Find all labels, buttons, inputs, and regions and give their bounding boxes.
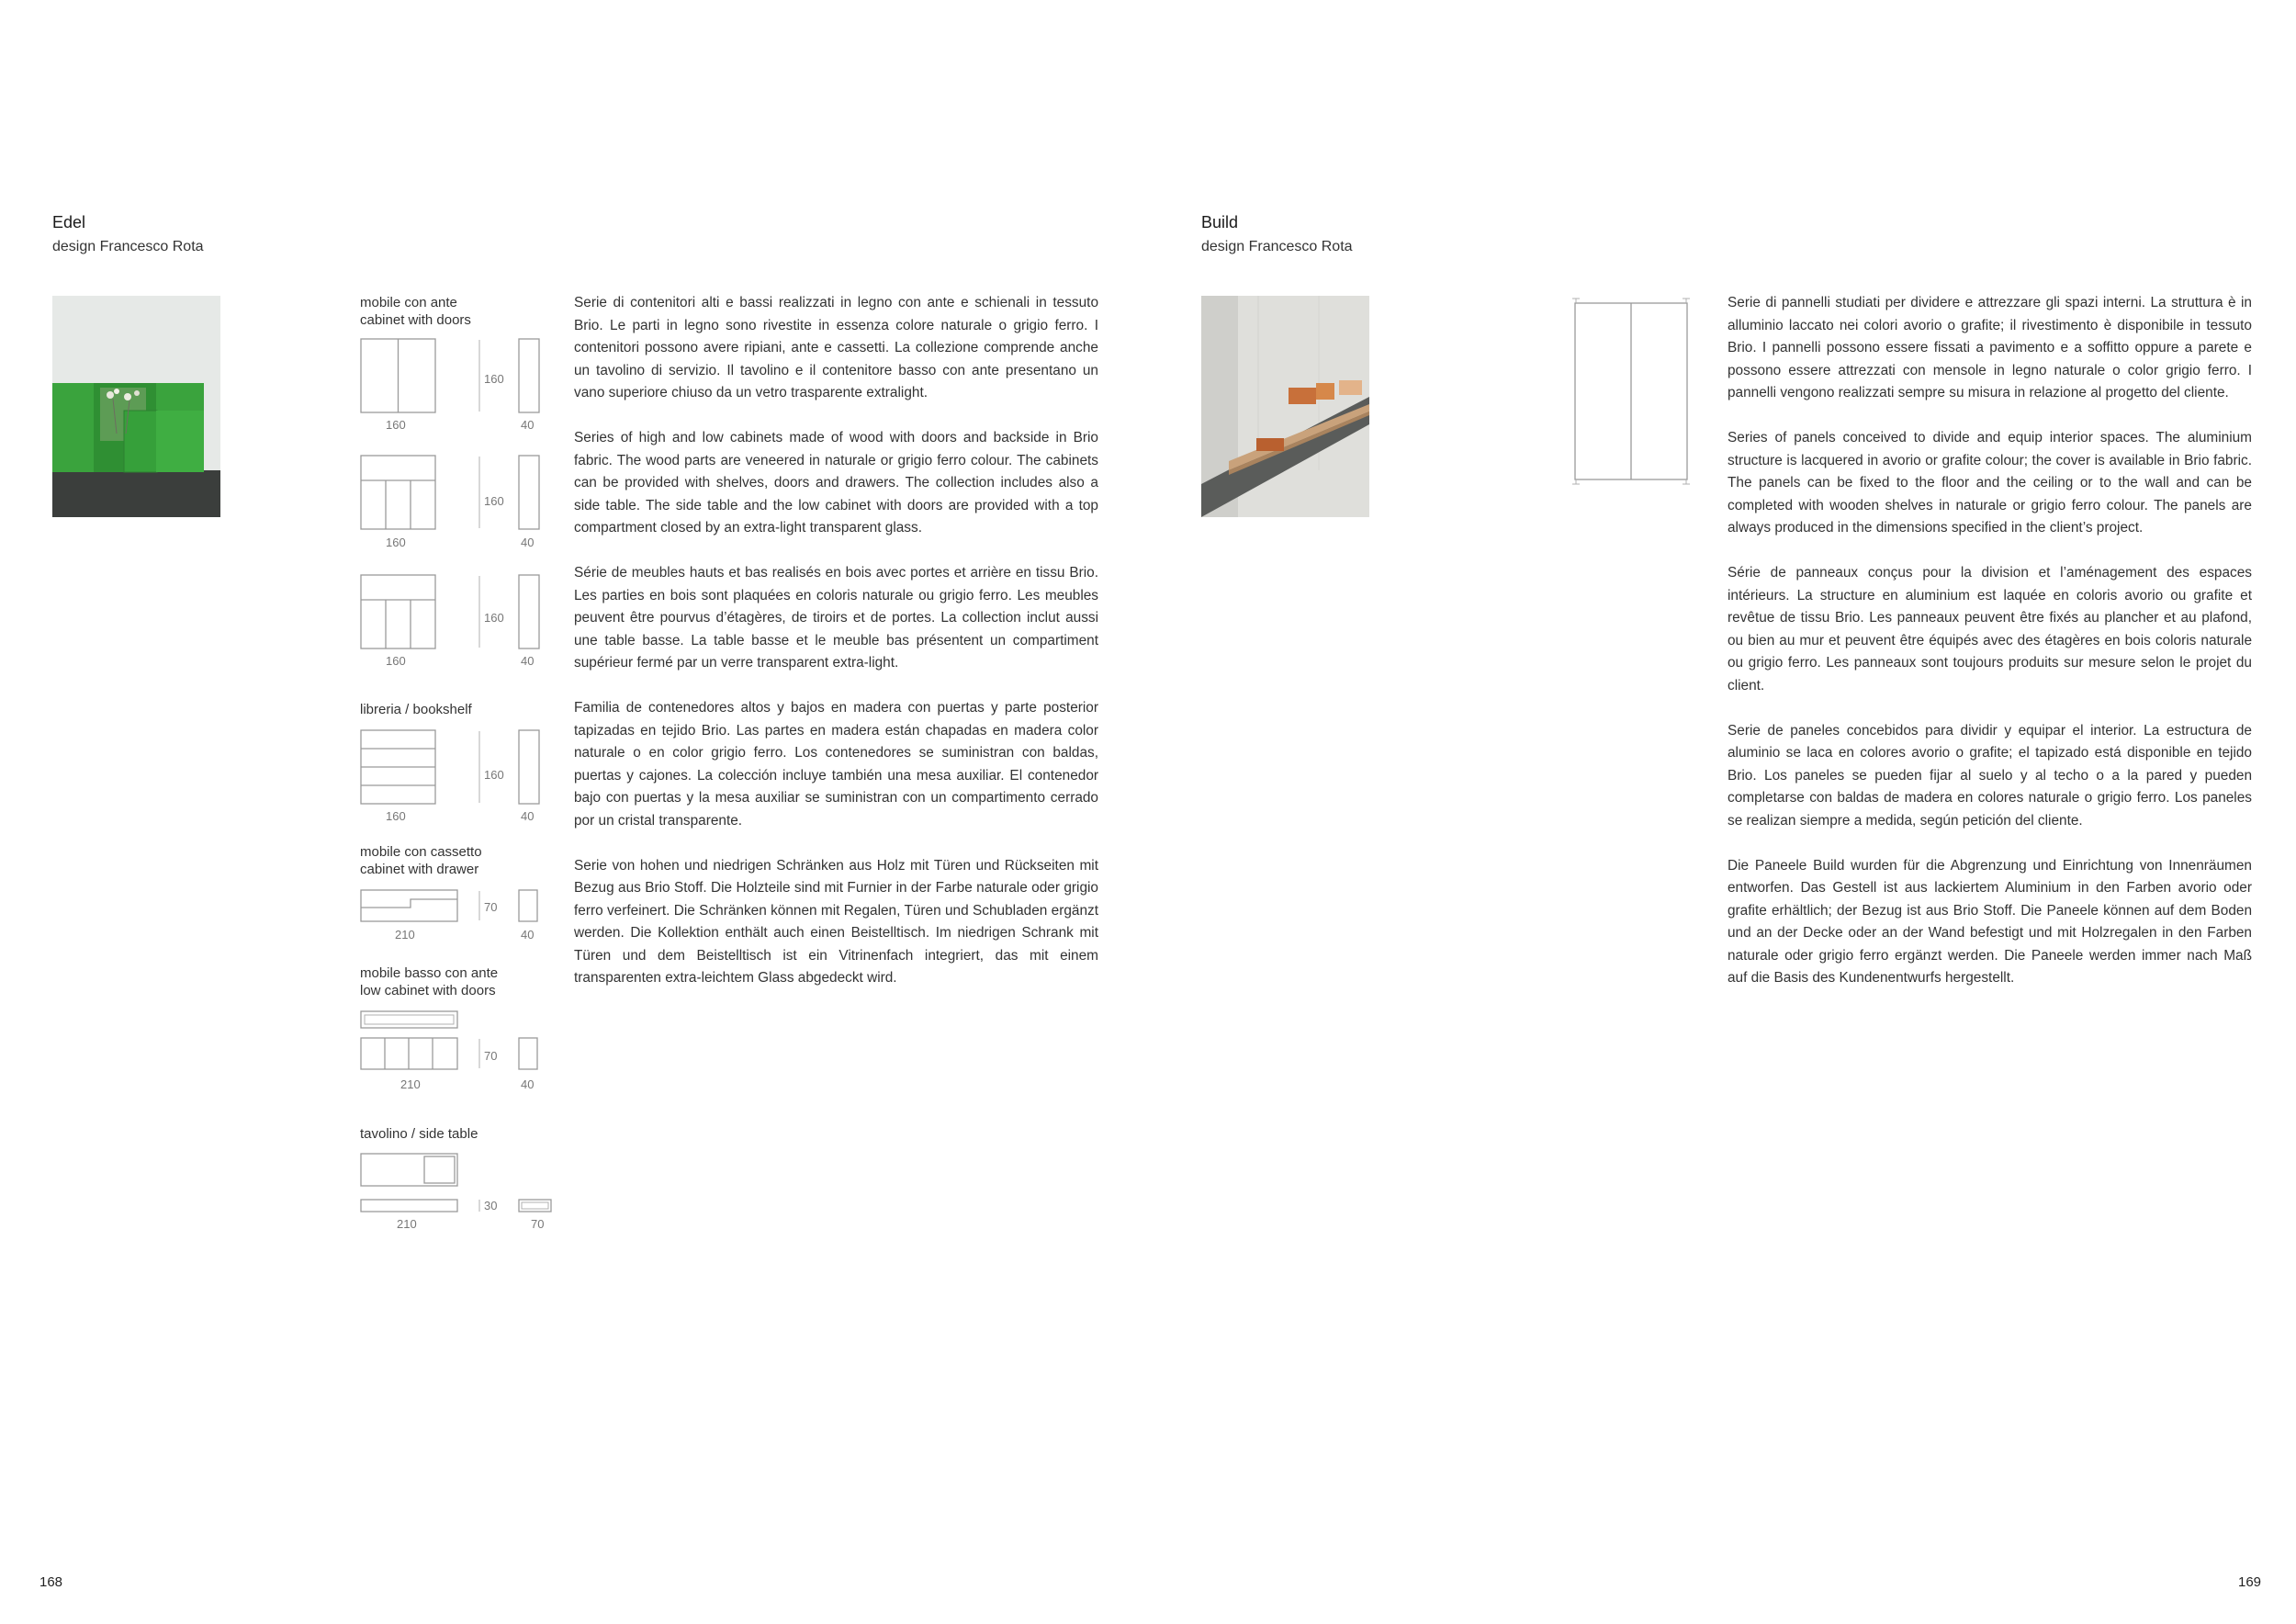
right-page-designer: design Francesco Rota	[1201, 239, 1353, 254]
drawing-cabinet-doors-b	[360, 455, 544, 539]
dim-depth: 40	[521, 418, 535, 432]
dim-width: 210	[395, 928, 415, 942]
description-paragraph-de: Serie von hohen und niedrigen Schränken aus Holz mit Türen und Rückseiten mit Bezug aus Brio Stoff. Die Holzteile sind mit Furnier in der Farbe naturale oder grigio ferro verfeinert. Die Schränken können mit Regalen, Türen und Schubladen ergänzt werden. Die Kollektion enthält auch einen Beistelltisch. Im niedrigen Schrank mit Türen und dem Beistelltisch ist ein Vitrinenfach integriert, das mit einem transparenten extra-leichtem Glass abgedeckt wird.	[574, 857, 1098, 986]
page-number-right: 169	[2238, 1574, 2262, 1590]
left-page-title: Edel	[52, 213, 86, 231]
dim-width: 160	[386, 654, 406, 668]
description-paragraph-it: Serie di pannelli studiati per dividere e attrezzare gli spazi interni. La struttura è in alluminio laccato nei colori avorio o grafite; il rivestimento è disponibile in tessuto Brio. I pannelli possono essere fissati a pavimento e a soffitto oppure a parete e possono essere attrezzati con mensole in legno naturale o color grigio ferro. I pannelli vengono realizzati sempre su misura in relazione al progetto del cliente.	[1728, 295, 2252, 400]
description-paragraph-en: Series of high and low cabinets made of wood with doors and backside in Brio fabric. The wood parts are veneered in naturale or grigio ferro colour. The cabinets can be provided with shelves, doors and drawers. The collection includes also a side table. The side table and the low cabinet with doors are provided with a top compartment closed by an extra-light transparent glass.	[574, 430, 1098, 536]
left-page-designer: design Francesco Rota	[52, 239, 204, 254]
dim-height: 70	[484, 1049, 498, 1063]
dim-height: 160	[484, 372, 504, 386]
drawing-cabinet-drawer	[360, 889, 544, 926]
item-label-cabinet-with-drawer	[360, 843, 482, 878]
right-description	[1728, 292, 2252, 1012]
build-product-photo	[1201, 296, 1369, 517]
description-paragraph-it: Serie di contenitori alti e bassi realizzati in legno con ante e schienali in tessuto Brio. Le parti in legno sono rivestite in essenza colore naturale o grigio ferro. I contenitori possono avere ripiani, ante e cassetti. La collezione comprende anche un tavolino di servizio. Il tavolino e il contenitore basso con ante presentano un vano superiore chiuso da un vetro trasparente extralight.	[574, 295, 1098, 400]
description-paragraph-es: Serie de paneles concebidos para dividir y equipar el interior. La estructura de aluminio se laca en colores avorio o grafite; el tapizado está disponible en tejido Brio. Los paneles se pueden fijar al suelo y al techo o a la pared y pueden completarse con baldas de madera en colores naturale o grigio ferro. Los paneles se realizan siempre a medida, según petición del cliente.	[1728, 722, 2252, 829]
dim-width: 160	[386, 809, 406, 823]
item-label-en: cabinet with doors	[360, 312, 471, 328]
left-description	[574, 292, 1098, 1012]
dim-width: 160	[386, 536, 406, 549]
drawing-build-panel	[1570, 296, 1694, 489]
drawing-low-cabinet-doors	[360, 1010, 544, 1075]
item-label-it: mobile con cassetto	[360, 844, 482, 860]
dim-depth: 40	[521, 654, 535, 668]
drawing-side-table	[360, 1153, 562, 1217]
page-number-left: 168	[39, 1574, 63, 1590]
item-label-en: cabinet with drawer	[360, 862, 479, 877]
dim-height: 160	[484, 768, 504, 782]
description-paragraph-fr: Série de meubles hauts et bas realisés en bois avec portes et arrière en tissu Brio. Les parties en bois sont plaquées en coloris naturale ou grigio ferro. Les meubles peuvent être pourvus d’étagères, de tiroirs et de portes. La collection inclut aussi une table basse. La table basse et le meuble bas présentent un compartiment supérieur fermé par un verre transparent extra-light.	[574, 565, 1098, 671]
dim-depth: 70	[531, 1217, 545, 1231]
item-label-it: mobile basso con ante	[360, 965, 499, 981]
dim-height: 160	[484, 494, 504, 508]
drawing-bookshelf	[360, 729, 544, 814]
dim-height: 70	[484, 900, 498, 914]
dim-width: 210	[397, 1217, 417, 1231]
dim-width: 210	[400, 1077, 421, 1091]
dim-depth: 40	[521, 1077, 535, 1091]
edel-product-photo	[52, 296, 220, 517]
dim-depth: 40	[521, 809, 535, 823]
description-paragraph-fr: Série de panneaux conçus pour la division et l’aménagement des espaces intérieurs. La structure en aluminium est laquée en coloris avorio ou grafite et revêtue de tissu Brio. Les panneaux peuvent être fixés au plancher et au plafond, ou bien au mur et peuvent être équipés avec des étagères en bois coloris naturale ou grigio ferro. Les panneaux sont toujours produits sur mesure selon le projet du client.	[1728, 565, 2252, 694]
description-paragraph-es: Familia de contenedores altos y bajos en madera con puertas y parte posterior tapizadas en tejido Brio. Las partes en madera están chapadas en madera color naturale o en color grigio ferro. Los contenedores se suministran con baldas, puertas y cajones. La colección incluye también una mesa auxiliar. El contenedor bajo con puertas y la mesa auxiliar se suministran con un compartimento cerrado por un cristal transparente.	[574, 700, 1098, 829]
item-label-bookshelf: libreria / bookshelf	[360, 702, 472, 717]
dim-depth: 40	[521, 928, 535, 942]
item-label-cabinet-with-doors	[360, 294, 471, 329]
item-label-en: low cabinet with doors	[360, 983, 496, 998]
description-paragraph-de: Die Paneele Build wurden für die Abgrenzung und Einrichtung von Innenräumen entworfen. Das Gestell ist aus lackiertem Aluminium in den Farben avorio oder grafite erhältlich; der Bezug ist aus Brio Stoff. Die Paneele können auf dem Boden und an der Decke oder an der Wand befestigt und mit Holzregalen in den Farben naturale oder grigio ferro ergänzt werden. Die Paneele werden immer nach Maß auf die Basis des Kundenentwurfs hergestellt.	[1728, 857, 2252, 986]
drawing-cabinet-doors-c	[360, 574, 544, 659]
item-label-side-table: tavolino / side table	[360, 1126, 478, 1142]
item-label-low-cabinet-doors	[360, 964, 498, 999]
right-page-title: Build	[1201, 213, 1239, 231]
dim-width: 160	[386, 418, 406, 432]
item-label-it: mobile con ante	[360, 295, 457, 310]
dim-depth: 40	[521, 536, 535, 549]
description-paragraph-en: Series of panels conceived to divide and equip interior spaces. The aluminium structure is lacquered in avorio or grafite colour; the cover is available in Brio fabric. The panels can be fixed to the floor and the ceiling or to the wall and can be completed with wooden shelves in naturale or grigio ferro colour. The panels are always produced in the dimensions specified in the client’s project.	[1728, 430, 2252, 536]
dim-height: 30	[484, 1199, 498, 1212]
dim-height: 160	[484, 611, 504, 625]
